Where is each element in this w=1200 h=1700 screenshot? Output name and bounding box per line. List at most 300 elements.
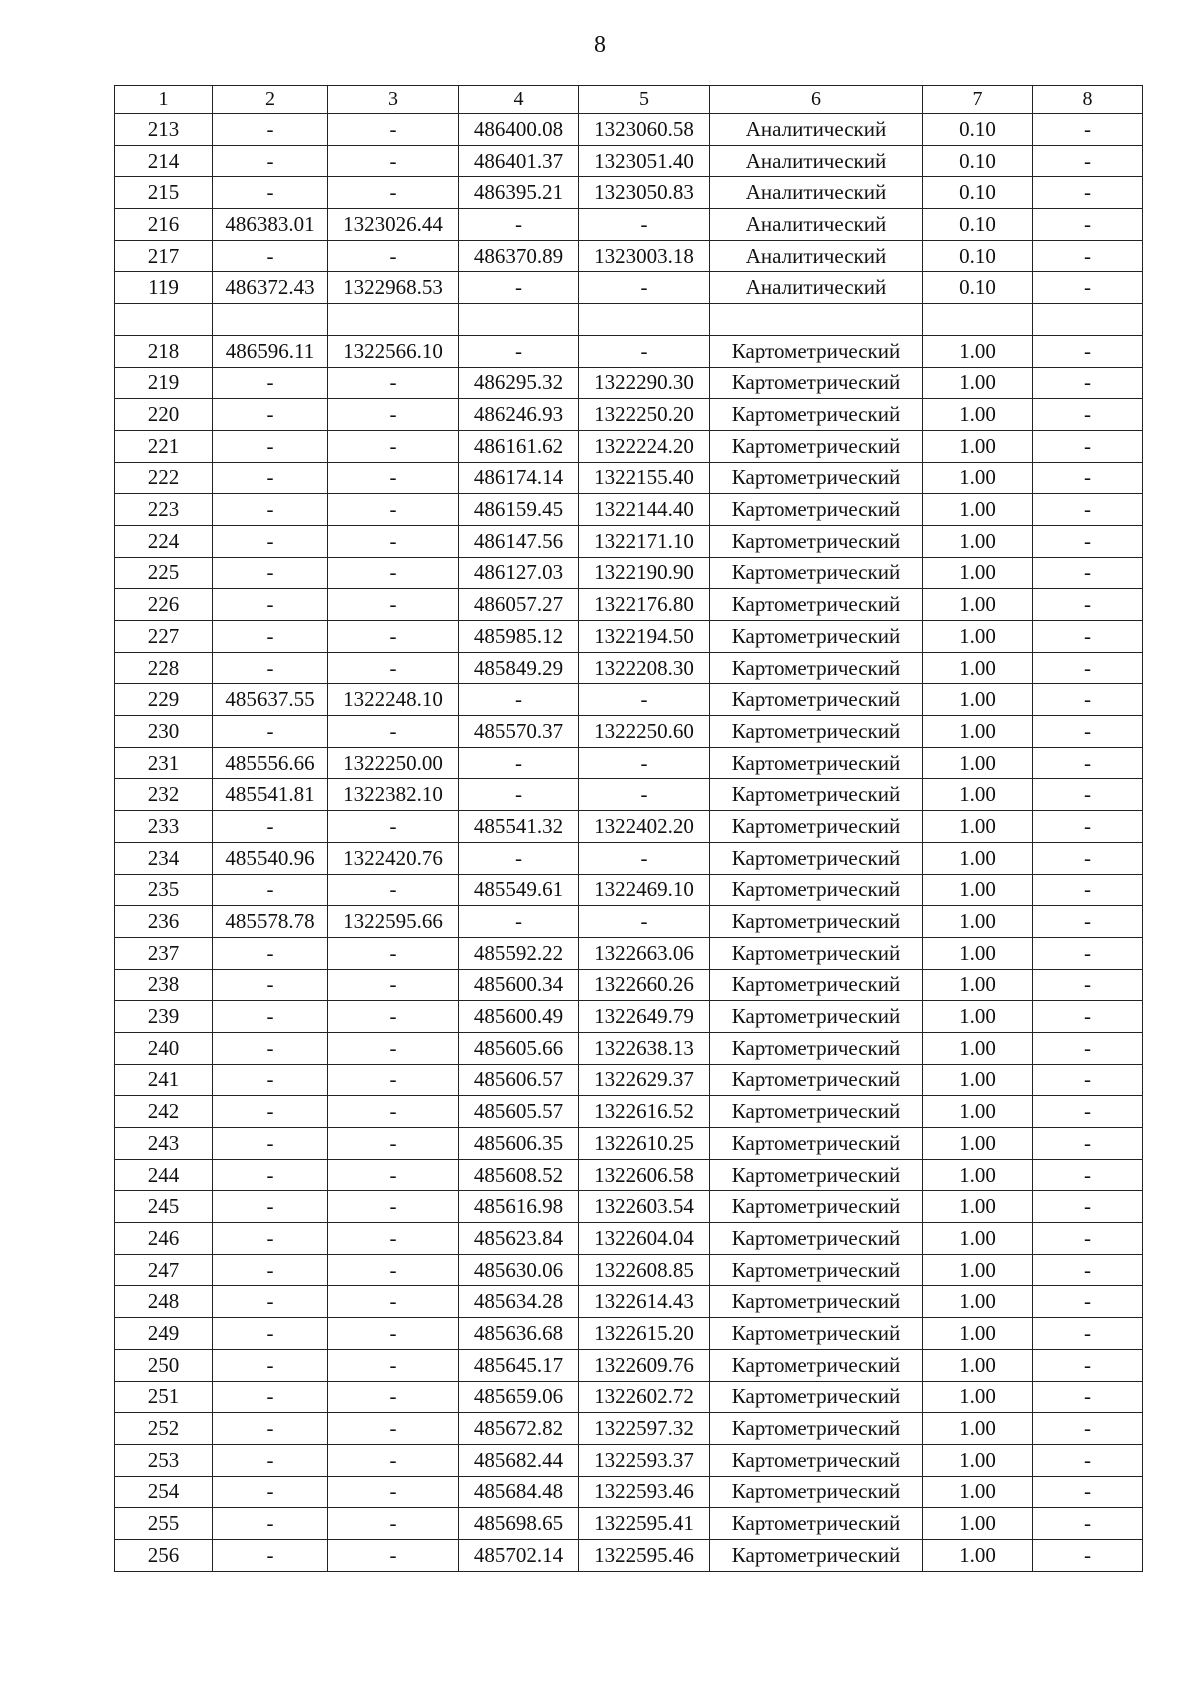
table-cell: 1323003.18	[579, 240, 710, 272]
table-cell: -	[328, 652, 459, 684]
table-cell: 1322224.20	[579, 430, 710, 462]
table-cell: -	[213, 1381, 328, 1413]
table-cell: -	[213, 1001, 328, 1033]
table-cell: -	[328, 589, 459, 621]
table-cell: -	[1033, 525, 1143, 557]
table-cell: 485556.66	[213, 747, 328, 779]
table-cell: -	[579, 209, 710, 241]
table-cell: 1322290.30	[579, 367, 710, 399]
table-cell: 247	[115, 1254, 213, 1286]
table-cell: 1.00	[923, 842, 1033, 874]
table-cell: -	[1033, 1064, 1143, 1096]
table-cell: 1.00	[923, 1413, 1033, 1445]
table-cell: 1322402.20	[579, 811, 710, 843]
table-cell: 1.00	[923, 969, 1033, 1001]
table-cell: -	[213, 937, 328, 969]
table-cell: -	[328, 430, 459, 462]
table-cell: 228	[115, 652, 213, 684]
table-cell: 1.00	[923, 906, 1033, 938]
table-cell: Картометрический	[710, 462, 923, 494]
table-cell: 485541.81	[213, 779, 328, 811]
table-cell: -	[328, 874, 459, 906]
table-cell: 486295.32	[459, 367, 579, 399]
table-row	[115, 1413, 1143, 1445]
table-cell: Картометрический	[710, 335, 923, 367]
table-cell: Аналитический	[710, 145, 923, 177]
table-cell: Картометрический	[710, 1318, 923, 1350]
column-header: 7	[923, 86, 1033, 114]
table-cell: 486372.43	[213, 272, 328, 304]
table-cell: -	[213, 1508, 328, 1540]
table-cell: -	[213, 177, 328, 209]
table-cell: 0.10	[923, 114, 1033, 146]
table-row	[115, 1349, 1143, 1381]
table-cell: Картометрический	[710, 1223, 923, 1255]
table-cell: -	[1033, 747, 1143, 779]
table-cell: 215	[115, 177, 213, 209]
table-cell: -	[213, 399, 328, 431]
table-cell: 1322420.76	[328, 842, 459, 874]
table-cell: -	[328, 399, 459, 431]
table-row	[115, 1286, 1143, 1318]
table-row	[115, 1223, 1143, 1255]
table-cell: 1.00	[923, 684, 1033, 716]
table-row	[115, 906, 1143, 938]
table-cell: 485672.82	[459, 1413, 579, 1445]
table-cell: 486057.27	[459, 589, 579, 621]
table-cell: 486174.14	[459, 462, 579, 494]
table-cell: 485702.14	[459, 1539, 579, 1571]
table-cell: 1322250.60	[579, 716, 710, 748]
table-cell: Картометрический	[710, 969, 923, 1001]
table-cell: -	[579, 906, 710, 938]
table-spacer-row	[115, 304, 1143, 336]
table-cell: -	[328, 969, 459, 1001]
table-row	[115, 937, 1143, 969]
table-cell: 1322968.53	[328, 272, 459, 304]
table-cell: 1.00	[923, 399, 1033, 431]
table-cell: -	[1033, 209, 1143, 241]
table-cell: 1322595.66	[328, 906, 459, 938]
table-cell: -	[213, 1032, 328, 1064]
table-cell: 213	[115, 114, 213, 146]
table-cell: 235	[115, 874, 213, 906]
table-cell: 1.00	[923, 1159, 1033, 1191]
table-cell: 485682.44	[459, 1444, 579, 1476]
table-cell: -	[213, 462, 328, 494]
table-cell: 485608.52	[459, 1159, 579, 1191]
table-cell: Картометрический	[710, 747, 923, 779]
table-cell: 1.00	[923, 1318, 1033, 1350]
table-cell: 254	[115, 1476, 213, 1508]
table-cell: 1322606.58	[579, 1159, 710, 1191]
table-cell: -	[579, 747, 710, 779]
table-cell: 1.00	[923, 621, 1033, 653]
table-cell: 1.00	[923, 1191, 1033, 1223]
table-cell: 223	[115, 494, 213, 526]
table-row	[115, 1096, 1143, 1128]
table-cell: 240	[115, 1032, 213, 1064]
table-cell: 1322593.37	[579, 1444, 710, 1476]
table-cell: -	[328, 1128, 459, 1160]
table-row	[115, 114, 1143, 146]
table-cell: 221	[115, 430, 213, 462]
table-cell: 485630.06	[459, 1254, 579, 1286]
table-cell: 485645.17	[459, 1349, 579, 1381]
table-cell: 214	[115, 145, 213, 177]
column-header: 1	[115, 86, 213, 114]
column-header: 2	[213, 86, 328, 114]
table-cell: -	[1033, 240, 1143, 272]
table-cell: 1322597.32	[579, 1413, 710, 1445]
page-number: 8	[594, 32, 606, 58]
table-cell	[1033, 304, 1143, 336]
table-cell: 1.00	[923, 494, 1033, 526]
table-cell: -	[213, 1128, 328, 1160]
table-cell: -	[213, 430, 328, 462]
table-cell: -	[213, 652, 328, 684]
table-cell: -	[213, 1159, 328, 1191]
table-cell: 485636.68	[459, 1318, 579, 1350]
table-cell: 239	[115, 1001, 213, 1033]
table-cell: -	[213, 525, 328, 557]
table-row	[115, 525, 1143, 557]
table-cell: -	[328, 1191, 459, 1223]
table-cell: -	[328, 462, 459, 494]
table-cell: 485606.57	[459, 1064, 579, 1096]
table-row	[115, 1254, 1143, 1286]
table-cell: -	[213, 240, 328, 272]
table-cell: 1322609.76	[579, 1349, 710, 1381]
table-cell: 1322663.06	[579, 937, 710, 969]
table-cell: Картометрический	[710, 367, 923, 399]
table-cell: 1322248.10	[328, 684, 459, 716]
table-cell: -	[1033, 969, 1143, 1001]
table-cell: -	[1033, 589, 1143, 621]
table-cell: 1.00	[923, 1286, 1033, 1318]
table-cell: Картометрический	[710, 399, 923, 431]
table-cell: 1322250.20	[579, 399, 710, 431]
table-cell: 1.00	[923, 557, 1033, 589]
table-cell: Картометрический	[710, 716, 923, 748]
table-cell: 1.00	[923, 1254, 1033, 1286]
table-cell: Картометрический	[710, 1508, 923, 1540]
table-cell: 485623.84	[459, 1223, 579, 1255]
table-cell: 119	[115, 272, 213, 304]
table-cell: -	[1033, 906, 1143, 938]
table-cell: -	[459, 842, 579, 874]
table-cell: 242	[115, 1096, 213, 1128]
table-cell: -	[1033, 1349, 1143, 1381]
table-cell: -	[328, 621, 459, 653]
column-header: 8	[1033, 86, 1143, 114]
table-cell: Картометрический	[710, 430, 923, 462]
table-row	[115, 779, 1143, 811]
table-row	[115, 684, 1143, 716]
table-cell: -	[1033, 1381, 1143, 1413]
table-cell: -	[1033, 842, 1143, 874]
table-row	[115, 1381, 1143, 1413]
table-cell: Картометрический	[710, 811, 923, 843]
table-cell: -	[1033, 1096, 1143, 1128]
table-cell: 486395.21	[459, 177, 579, 209]
table-cell: 486127.03	[459, 557, 579, 589]
table-cell: -	[1033, 114, 1143, 146]
table-cell: -	[213, 1064, 328, 1096]
table-cell: -	[459, 209, 579, 241]
table-row	[115, 494, 1143, 526]
table-cell: 486159.45	[459, 494, 579, 526]
table-cell: 486596.11	[213, 335, 328, 367]
table-cell: -	[1033, 716, 1143, 748]
table-cell: 1.00	[923, 1381, 1033, 1413]
table-cell: 219	[115, 367, 213, 399]
table-cell: -	[328, 1476, 459, 1508]
table-cell: -	[213, 1476, 328, 1508]
table-row	[115, 272, 1143, 304]
table-cell: Картометрический	[710, 1349, 923, 1381]
table-cell: Картометрический	[710, 589, 923, 621]
table-cell: -	[1033, 1254, 1143, 1286]
table-cell: -	[328, 177, 459, 209]
table-cell: 1.00	[923, 1001, 1033, 1033]
table-cell: -	[213, 1444, 328, 1476]
table-cell: -	[579, 684, 710, 716]
table-cell: 1.00	[923, 525, 1033, 557]
table-cell: -	[328, 1159, 459, 1191]
table-row	[115, 430, 1143, 462]
table-cell: 485570.37	[459, 716, 579, 748]
table-cell: 1.00	[923, 589, 1033, 621]
table-cell: 252	[115, 1413, 213, 1445]
table-cell: -	[1033, 1539, 1143, 1571]
table-cell: -	[1033, 937, 1143, 969]
table-row	[115, 1001, 1143, 1033]
column-header: 4	[459, 86, 579, 114]
table-cell: 485634.28	[459, 1286, 579, 1318]
table-cell: 1.00	[923, 1223, 1033, 1255]
table-row	[115, 1476, 1143, 1508]
table-cell: 1322616.52	[579, 1096, 710, 1128]
table-cell: 233	[115, 811, 213, 843]
table-cell: 1.00	[923, 335, 1033, 367]
table-cell: 0.10	[923, 240, 1033, 272]
column-header: 6	[710, 86, 923, 114]
table-cell: 486401.37	[459, 145, 579, 177]
table-cell: 1322469.10	[579, 874, 710, 906]
table-cell: -	[328, 1539, 459, 1571]
table-cell: -	[328, 1413, 459, 1445]
table-cell: 1322604.04	[579, 1223, 710, 1255]
table-cell	[213, 304, 328, 336]
table-cell: 230	[115, 716, 213, 748]
table-cell: -	[1033, 1159, 1143, 1191]
table-cell: 486147.56	[459, 525, 579, 557]
table-cell: 1323050.83	[579, 177, 710, 209]
table-cell: Картометрический	[710, 1286, 923, 1318]
table-row	[115, 335, 1143, 367]
table-cell: Картометрический	[710, 557, 923, 589]
table-cell: -	[1033, 145, 1143, 177]
table-cell: 1322595.46	[579, 1539, 710, 1571]
table-cell: 1322629.37	[579, 1064, 710, 1096]
table-cell: -	[1033, 335, 1143, 367]
table-cell: -	[459, 335, 579, 367]
table-cell: -	[213, 1318, 328, 1350]
table-cell: 1322649.79	[579, 1001, 710, 1033]
table-cell: 1322602.72	[579, 1381, 710, 1413]
table-cell: 486383.01	[213, 209, 328, 241]
table-cell: -	[213, 367, 328, 399]
table-cell: 1322190.90	[579, 557, 710, 589]
table-cell: -	[328, 1254, 459, 1286]
table-cell: 1322610.25	[579, 1128, 710, 1160]
table-cell: -	[213, 1413, 328, 1445]
table-row	[115, 652, 1143, 684]
table-cell: -	[579, 779, 710, 811]
table-cell: -	[1033, 1508, 1143, 1540]
table-cell: 1.00	[923, 747, 1033, 779]
table-cell: 255	[115, 1508, 213, 1540]
table-cell: -	[459, 779, 579, 811]
table-cell: 1322382.10	[328, 779, 459, 811]
table-cell: 225	[115, 557, 213, 589]
table-cell: 1322660.26	[579, 969, 710, 1001]
table-cell: 1322614.43	[579, 1286, 710, 1318]
table-cell: 243	[115, 1128, 213, 1160]
table-cell: -	[328, 1001, 459, 1033]
table-cell: -	[328, 811, 459, 843]
table-cell: 1.00	[923, 1032, 1033, 1064]
table-cell: -	[328, 1286, 459, 1318]
table-cell: 220	[115, 399, 213, 431]
table-cell: -	[1033, 462, 1143, 494]
table-cell: -	[213, 114, 328, 146]
table-cell: 234	[115, 842, 213, 874]
table-cell: 253	[115, 1444, 213, 1476]
table-cell: -	[213, 874, 328, 906]
table-cell: -	[459, 906, 579, 938]
table-cell: Картометрический	[710, 525, 923, 557]
table-cell: 218	[115, 335, 213, 367]
table-cell: 217	[115, 240, 213, 272]
table-cell: Картометрический	[710, 652, 923, 684]
table-cell: 1.00	[923, 1064, 1033, 1096]
table-cell: 1322171.10	[579, 525, 710, 557]
table-cell: 0.10	[923, 209, 1033, 241]
table-row	[115, 1191, 1143, 1223]
table-cell: 238	[115, 969, 213, 1001]
table-cell: -	[1033, 1223, 1143, 1255]
table-row	[115, 240, 1143, 272]
table-cell: Картометрический	[710, 1096, 923, 1128]
table-cell: -	[213, 1254, 328, 1286]
table-cell: Аналитический	[710, 272, 923, 304]
table-cell: -	[328, 1444, 459, 1476]
table-cell: -	[1033, 1476, 1143, 1508]
table-row	[115, 557, 1143, 589]
table-cell: 486400.08	[459, 114, 579, 146]
table-cell: 216	[115, 209, 213, 241]
table-cell: 250	[115, 1349, 213, 1381]
table-cell: 1323051.40	[579, 145, 710, 177]
table-cell: Картометрический	[710, 1032, 923, 1064]
table-cell: -	[459, 747, 579, 779]
table-cell: -	[328, 240, 459, 272]
table-cell: 485985.12	[459, 621, 579, 653]
table-row	[115, 145, 1143, 177]
table-cell: -	[1033, 494, 1143, 526]
table-cell: -	[1033, 1032, 1143, 1064]
table-cell: Картометрический	[710, 1159, 923, 1191]
table-cell: 485605.66	[459, 1032, 579, 1064]
table-row	[115, 1508, 1143, 1540]
table-row	[115, 367, 1143, 399]
table-row	[115, 1318, 1143, 1350]
table-cell: -	[1033, 1128, 1143, 1160]
table-cell: 485541.32	[459, 811, 579, 843]
table-cell: 1.00	[923, 652, 1033, 684]
table-cell: -	[1033, 177, 1143, 209]
table-cell: -	[213, 1286, 328, 1318]
table-cell: 1.00	[923, 716, 1033, 748]
table-cell: 1323060.58	[579, 114, 710, 146]
table-cell: -	[579, 842, 710, 874]
table-cell: 485616.98	[459, 1191, 579, 1223]
table-row	[115, 1539, 1143, 1571]
table-cell: -	[328, 525, 459, 557]
table-cell: 1322603.54	[579, 1191, 710, 1223]
table-cell: 1322176.80	[579, 589, 710, 621]
table-row	[115, 842, 1143, 874]
table-cell: 485600.49	[459, 1001, 579, 1033]
table-cell: 246	[115, 1223, 213, 1255]
table-cell: 485578.78	[213, 906, 328, 938]
table-row	[115, 747, 1143, 779]
table-cell: Картометрический	[710, 842, 923, 874]
table-cell: 485600.34	[459, 969, 579, 1001]
table-cell: Картометрический	[710, 1381, 923, 1413]
table-cell: 485659.06	[459, 1381, 579, 1413]
table-cell	[328, 304, 459, 336]
table-cell: -	[1033, 272, 1143, 304]
table-cell: -	[213, 621, 328, 653]
table-cell: 244	[115, 1159, 213, 1191]
table-cell: 485540.96	[213, 842, 328, 874]
table-cell: 1.00	[923, 937, 1033, 969]
table-cell: -	[328, 1064, 459, 1096]
table-row	[115, 716, 1143, 748]
table-cell: -	[213, 1191, 328, 1223]
table-cell: -	[328, 937, 459, 969]
table-cell: -	[1033, 430, 1143, 462]
column-header: 5	[579, 86, 710, 114]
table-cell: -	[459, 272, 579, 304]
table-row	[115, 177, 1143, 209]
table-cell: Картометрический	[710, 1539, 923, 1571]
table-row	[115, 589, 1143, 621]
table-cell: 0.10	[923, 177, 1033, 209]
table-row	[115, 1064, 1143, 1096]
table-cell: 1.00	[923, 1096, 1033, 1128]
table-cell: 1322608.85	[579, 1254, 710, 1286]
table-cell: -	[328, 145, 459, 177]
table-cell: 0.10	[923, 145, 1033, 177]
table-cell: -	[1033, 874, 1143, 906]
table-cell: -	[328, 1223, 459, 1255]
table-cell: Картометрический	[710, 1064, 923, 1096]
table-cell: Картометрический	[710, 1254, 923, 1286]
